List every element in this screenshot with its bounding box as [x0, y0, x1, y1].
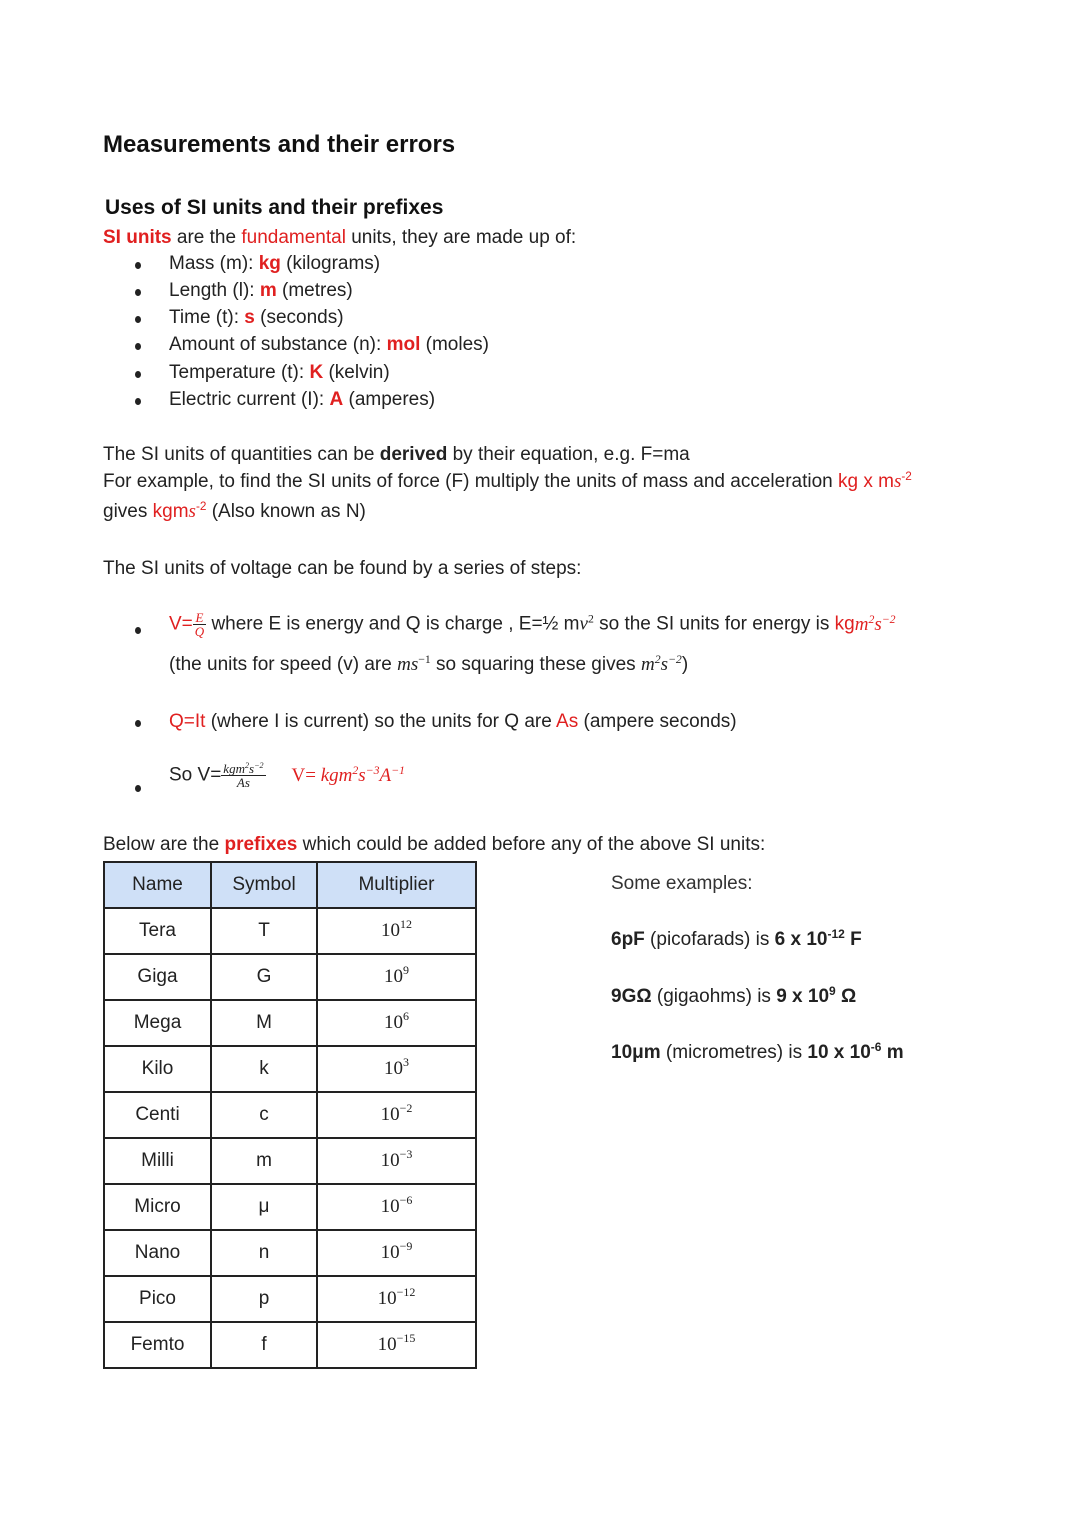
- prefix-symbol: m: [211, 1138, 317, 1184]
- example-quantity: 10μm: [611, 1042, 661, 1063]
- section-heading: Uses of SI units and their prefixes: [105, 196, 444, 219]
- mult-base: 10: [384, 1058, 403, 1079]
- fraction-denominator: As: [221, 775, 265, 789]
- prefix-text: which could be added before any of the above SI units:: [297, 834, 766, 855]
- voltage-result: [292, 765, 405, 786]
- unit-symbol: m: [259, 280, 277, 301]
- unit-label: Electric current (I):: [169, 389, 330, 410]
- prefix-name: Giga: [104, 954, 211, 1000]
- table-row: [104, 1046, 476, 1092]
- bullet-icon: [135, 627, 141, 634]
- prefix-multiplier: [317, 1322, 476, 1368]
- fraction-numerator: [221, 762, 265, 775]
- bullet-icon: [135, 398, 141, 405]
- unit-name: (amperes): [343, 389, 436, 410]
- sq-m-exp: 2: [654, 652, 661, 666]
- example-item: [611, 1039, 904, 1064]
- prefix-name: Tera: [104, 908, 211, 954]
- voltage-step-1-line2: [169, 654, 688, 676]
- speed-units: ms: [397, 654, 419, 675]
- result-kgm: kgm: [320, 764, 353, 786]
- mult-base: 10: [380, 1196, 400, 1217]
- v-symbol: v: [579, 613, 588, 635]
- mult-exp: 6: [403, 1009, 409, 1023]
- list-item: [169, 389, 435, 411]
- num-exp2: −2: [254, 761, 264, 771]
- voltage-intro: The SI units of voltage can be found by a series of steps:: [103, 558, 582, 579]
- mult-base: 10: [384, 1012, 403, 1033]
- table-row: [104, 1092, 476, 1138]
- result-s: s: [358, 764, 366, 786]
- example-text: (picofarads) is: [644, 929, 775, 950]
- prefix-text: Below are the: [103, 834, 225, 855]
- bullet-icon: [135, 371, 141, 378]
- num-s: s: [249, 761, 255, 776]
- force-units-s: s: [188, 501, 196, 522]
- example-unit: F: [844, 929, 862, 950]
- accel-units-s: s: [893, 471, 902, 492]
- prefix-name: Femto: [104, 1322, 211, 1368]
- v-equals: V=: [169, 613, 193, 635]
- mult-base: 10: [377, 1334, 397, 1355]
- unit-label: Time (t):: [169, 307, 245, 328]
- example-value: 6 x 10: [774, 929, 828, 950]
- example-unit: Ω: [835, 986, 857, 1007]
- derived-line-3: [103, 501, 366, 523]
- prefix-multiplier: [317, 954, 476, 1000]
- example-value: 10 x 10: [807, 1042, 871, 1063]
- energy-units-kg: kg: [834, 613, 855, 635]
- unit-name: (kelvin): [323, 362, 390, 383]
- bullet-icon: [135, 720, 141, 727]
- derived-term: derived: [379, 444, 448, 465]
- list-item: [169, 280, 353, 302]
- prefix-multiplier: [317, 1046, 476, 1092]
- mult-exp: −2: [399, 1101, 413, 1115]
- prefix-symbol: f: [211, 1322, 317, 1368]
- speed-exp: −1: [418, 652, 431, 666]
- prefix-multiplier: [317, 1276, 476, 1322]
- mult-exp: −9: [399, 1239, 413, 1253]
- header-multiplier: Multiplier: [317, 862, 476, 908]
- table-row: [104, 1322, 476, 1368]
- page-title: Measurements and their errors: [103, 131, 456, 158]
- mult-exp: −3: [399, 1147, 413, 1161]
- num-kgm: kgm: [223, 761, 245, 776]
- unit-symbol: mol: [386, 334, 421, 355]
- mult-base: 10: [384, 966, 403, 987]
- sq-m: m: [640, 654, 655, 675]
- table-row: [104, 954, 476, 1000]
- step-text: (ampere seconds): [578, 711, 737, 732]
- derived-text: by their equation, e.g. F=ma: [447, 444, 690, 465]
- mult-base: 10: [380, 1104, 400, 1125]
- prefix-symbol: c: [211, 1092, 317, 1138]
- mult-exp: 9: [403, 963, 409, 977]
- header-symbol: Symbol: [211, 862, 317, 908]
- step-text: so the SI units for energy is: [593, 613, 835, 635]
- bullet-icon: [135, 343, 141, 350]
- unit-symbol: s: [244, 307, 255, 328]
- unit-symbol: A: [329, 389, 344, 410]
- energy-m: m: [854, 613, 869, 635]
- example-item: [611, 983, 857, 1008]
- prefix-name: Mega: [104, 1000, 211, 1046]
- list-item: [169, 334, 489, 356]
- example-unit: m: [881, 1042, 904, 1063]
- example-text: (micrometres) is: [660, 1042, 808, 1063]
- bullet-icon: [135, 785, 141, 792]
- mult-base: 10: [381, 920, 400, 941]
- example-item: [611, 926, 862, 951]
- mult-exp: −15: [396, 1331, 416, 1345]
- list-item: [169, 253, 380, 275]
- prefix-multiplier: [317, 1138, 476, 1184]
- voltage-fraction: [221, 762, 265, 789]
- list-item: [169, 307, 344, 329]
- step-text: so squaring these gives: [430, 654, 641, 675]
- energy-m-exp: 2: [868, 612, 875, 626]
- voltage-step-1: [169, 611, 896, 638]
- prefix-name: Micro: [104, 1184, 211, 1230]
- mult-exp: 3: [403, 1055, 409, 1069]
- sq-s: s: [660, 654, 668, 675]
- prefix-name: Kilo: [104, 1046, 211, 1092]
- example-text: (gigaohms) is: [651, 986, 777, 1007]
- table-row: [104, 1276, 476, 1322]
- unit-name: (seconds): [254, 307, 344, 328]
- fundamental-term: fundamental: [241, 227, 346, 248]
- derived-text: For example, to find the SI units of force (F) multiply the units of mass and acceleration: [103, 471, 838, 492]
- step-text: So V=: [169, 764, 222, 786]
- voltage-step-3: [169, 762, 405, 789]
- prefix-table: [103, 861, 477, 1369]
- unit-label: Temperature (t):: [169, 362, 310, 383]
- bullet-icon: [135, 289, 141, 296]
- result-v: V=: [291, 764, 321, 786]
- num-exp1: 2: [244, 761, 249, 771]
- mult-exp: 12: [400, 917, 412, 931]
- unit-label: Length (l):: [169, 280, 260, 301]
- step-text: where E is energy and Q is charge , E=½ m: [206, 613, 580, 635]
- speed-squared-units: [641, 654, 682, 675]
- table-row: [104, 1138, 476, 1184]
- example-exp: 9: [829, 983, 836, 998]
- si-intro-text1: are the: [171, 227, 242, 248]
- prefix-multiplier: [317, 1230, 476, 1276]
- prefix-name: Pico: [104, 1276, 211, 1322]
- v-squared: 2: [587, 612, 594, 626]
- prefix-symbol: M: [211, 1000, 317, 1046]
- unit-symbol: K: [309, 362, 324, 383]
- energy-s: s: [874, 613, 882, 635]
- unit-name: (metres): [276, 280, 353, 301]
- result-exp1: 2: [352, 763, 359, 777]
- example-quantity: 9GΩ: [611, 986, 652, 1007]
- prefix-name: Nano: [104, 1230, 211, 1276]
- fraction-denominator: Q: [194, 624, 205, 639]
- accel-exp: -2: [901, 469, 912, 483]
- mult-base: 10: [377, 1288, 397, 1309]
- force-exp: -2: [195, 499, 207, 513]
- derived-text: gives: [103, 501, 153, 522]
- table-row: [104, 1000, 476, 1046]
- result-exp2: −3: [365, 763, 380, 777]
- mult-exp: −6: [399, 1193, 413, 1207]
- si-intro: [103, 227, 576, 249]
- prefix-symbol: G: [211, 954, 317, 1000]
- si-units-term: SI units: [103, 227, 172, 248]
- e-over-q-fraction: [193, 611, 206, 638]
- prefixes-term: prefixes: [224, 834, 298, 855]
- unit-label: Mass (m):: [169, 253, 259, 274]
- energy-units: [855, 614, 896, 635]
- header-name: Name: [104, 862, 211, 908]
- derived-text: The SI units of quantities can be: [103, 444, 380, 465]
- accel-units: kg x m: [838, 471, 894, 492]
- prefix-symbol: p: [211, 1276, 317, 1322]
- examples-heading: Some examples:: [611, 873, 753, 894]
- bullet-icon: [135, 262, 141, 269]
- mult-base: 10: [380, 1150, 400, 1171]
- prefix-multiplier: [317, 908, 476, 954]
- prefix-multiplier: [317, 1184, 476, 1230]
- example-value: 9 x 10: [776, 986, 830, 1007]
- prefix-name: Centi: [104, 1092, 211, 1138]
- voltage-step-2: [169, 711, 737, 733]
- prefix-multiplier: [317, 1000, 476, 1046]
- prefix-multiplier: [317, 1092, 476, 1138]
- bullet-icon: [135, 316, 141, 323]
- prefixes-intro: [103, 834, 765, 856]
- step-text: (where I is current) so the units for Q are: [205, 711, 557, 732]
- q-equation: Q=It: [169, 711, 206, 732]
- prefix-symbol: n: [211, 1230, 317, 1276]
- example-exp: -6: [870, 1039, 882, 1054]
- table-row: [104, 908, 476, 954]
- energy-s-exp: −2: [881, 612, 896, 626]
- example-exp: -12: [827, 926, 845, 941]
- unit-name: (kilograms): [280, 253, 381, 274]
- step-text: ): [681, 654, 689, 675]
- result-a: A: [379, 764, 392, 786]
- prefix-symbol: μ: [211, 1184, 317, 1230]
- sq-s-exp: −2: [667, 652, 682, 666]
- table-header-row: [104, 862, 476, 908]
- fraction-numerator: E: [195, 610, 204, 625]
- list-item: [169, 362, 390, 384]
- charge-units: As: [556, 711, 579, 732]
- si-intro-text2: units, they are made up of:: [345, 227, 577, 248]
- mult-base: 10: [380, 1242, 400, 1263]
- example-quantity: 6pF: [611, 929, 645, 950]
- result-exp3: −1: [391, 763, 405, 777]
- table-row: [104, 1230, 476, 1276]
- mult-exp: −12: [396, 1285, 416, 1299]
- unit-name: (moles): [420, 334, 489, 355]
- derived-line-2: [103, 471, 912, 493]
- step-text: (the units for speed (v) are: [169, 654, 398, 675]
- derived-line-1: [103, 444, 690, 466]
- prefix-name: Milli: [104, 1138, 211, 1184]
- prefix-symbol: T: [211, 908, 317, 954]
- table-row: [104, 1184, 476, 1230]
- force-units: kgm: [152, 501, 189, 522]
- unit-label: Amount of substance (n):: [169, 334, 387, 355]
- derived-text: (Also known as N): [206, 501, 366, 522]
- unit-symbol: kg: [258, 253, 281, 274]
- prefix-symbol: k: [211, 1046, 317, 1092]
